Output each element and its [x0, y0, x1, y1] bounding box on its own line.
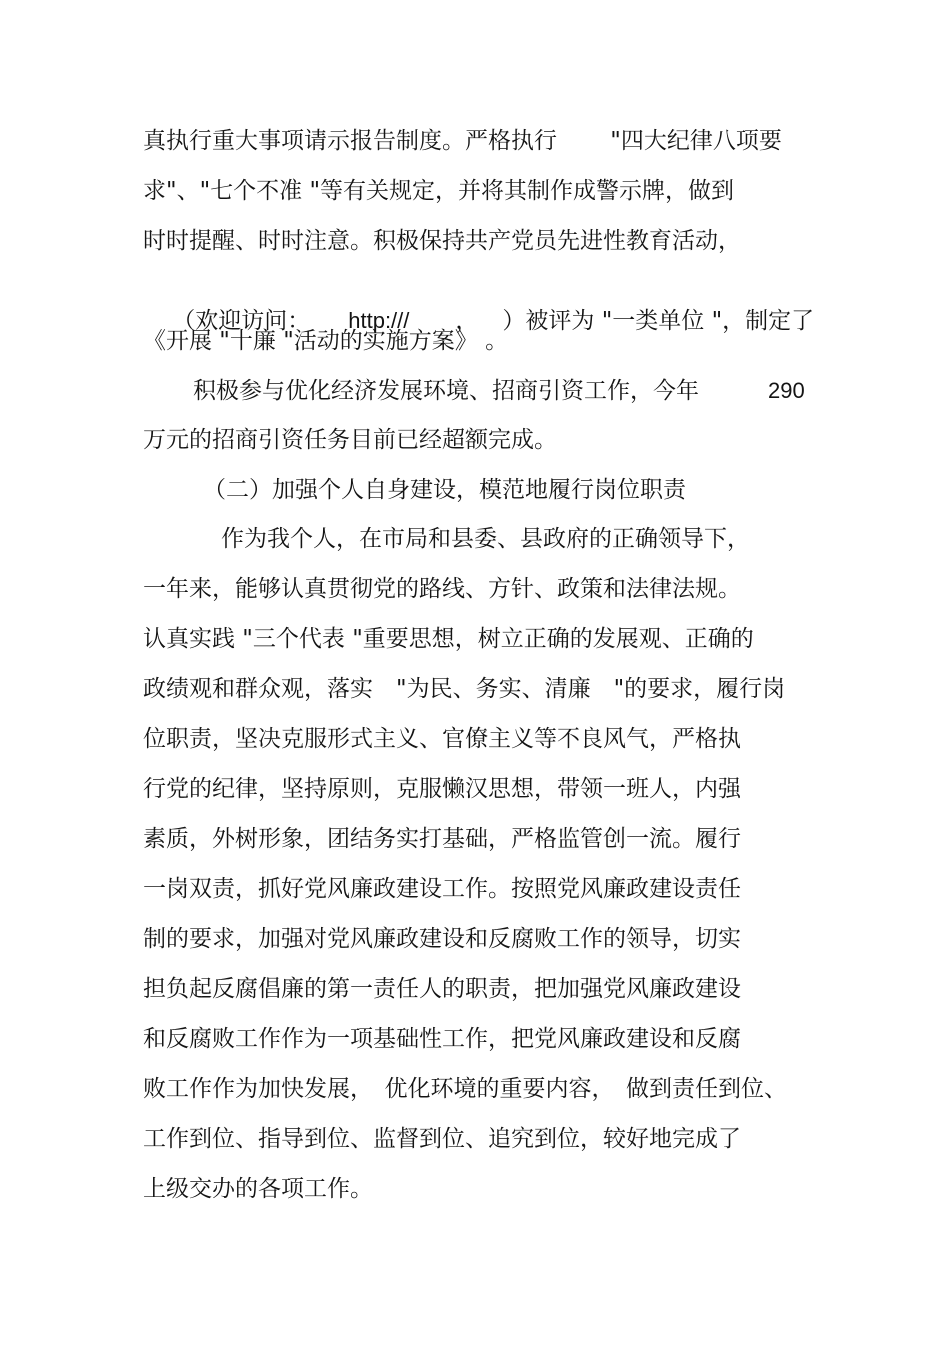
- paragraph-line: 作为我个人，在市局和县委、县政府的正确领导下，: [221, 526, 750, 552]
- paragraph-line: 素质，外树形象，团结务实打基础，严格监管创一流。履行: [143, 826, 741, 852]
- paragraph-line: 工作到位、指导到位、监督到位、追究到位，较好地完成了: [143, 1126, 741, 1152]
- paragraph-line: 行党的纪律，坚持原则，克服懒汉思想，带领一班人，内强: [143, 776, 741, 802]
- paragraph-line: 制的要求，加强对党风廉政建设和反腐败工作的领导，切实: [143, 926, 741, 952]
- comma-text: ，: [455, 308, 479, 334]
- paragraph-line: 一岗双责，抓好党风廉政建设工作。按照党风廉政建设责任: [143, 876, 741, 902]
- paragraph-line: 真执行重大事项请示报告制度。严格执行 "四大纪律八项要: [143, 128, 782, 154]
- amount-number: 290: [768, 378, 805, 403]
- paragraph-line: 《开展 "十廉 "活动的实施方案》 。: [143, 328, 509, 354]
- paragraph-line: 政绩观和群众观，落实 "为民、务实、清廉 "的要求，履行岗: [143, 676, 786, 702]
- url-text: http:///: [348, 308, 410, 333]
- paragraph-line: 积极参与优化经济发展环境、招商引资工作，今年: [193, 378, 699, 404]
- paragraph-line: 求"、"七个不准 "等有关规定，并将其制作成警示牌，做到: [143, 178, 735, 204]
- paragraph-line: 时时提醒、时时注意。积极保持共产党员先进性教育活动，: [143, 228, 741, 254]
- paragraph-line: 位职责，坚决克服形式主义、官僚主义等不良风气，严格执: [143, 726, 741, 752]
- paragraph-line: 和反腐败工作作为一项基础性工作，把党风廉政建设和反腐: [143, 1026, 741, 1052]
- paragraph-line: 上级交办的各项工作。: [143, 1176, 373, 1202]
- paragraph-line: 担负起反腐倡廉的第一责任人的职责，把加强党风廉政建设: [143, 976, 741, 1002]
- line-tail-text: ）被评为 "一类单位 "，制定了: [502, 308, 815, 334]
- welcome-text: （欢迎访问：: [172, 308, 311, 334]
- paragraph-line: 认真实践 "三个代表 "重要思想，树立正确的发展观、正确的: [143, 626, 754, 652]
- paragraph-line: 败工作作为加快发展， 优化环境的重要内容， 做到责任到位、: [143, 1076, 787, 1102]
- paragraph-line: 一年来，能够认真贯彻党的路线、方针、政策和法律法规。: [143, 576, 741, 602]
- section-heading: （二）加强个人自身建设，模范地履行岗位职责: [203, 477, 686, 503]
- paragraph-line: 万元的招商引资任务目前已经超额完成。: [143, 427, 557, 453]
